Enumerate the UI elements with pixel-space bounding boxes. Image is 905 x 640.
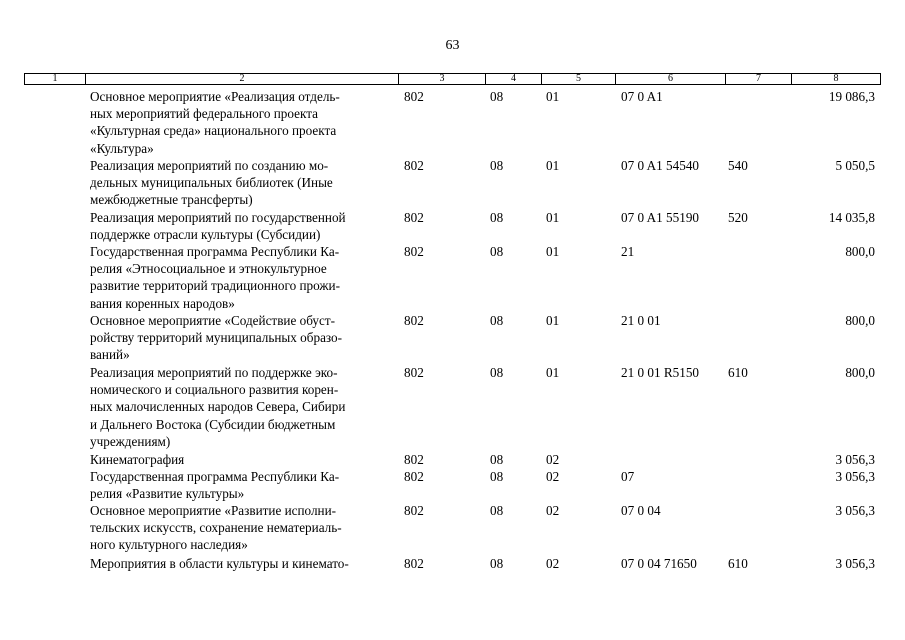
row-name-line: Основное мероприятие «Развитие исполни- xyxy=(90,503,337,518)
amount: 3 056,3 xyxy=(835,503,875,518)
section-code: 08 xyxy=(490,89,504,104)
target-article-code: 07 0 A1 xyxy=(621,89,663,104)
administrator-code: 802 xyxy=(404,158,424,173)
administrator-code: 802 xyxy=(404,469,424,484)
administrator-code: 802 xyxy=(404,452,424,467)
administrator-code: 802 xyxy=(404,556,424,571)
subsection-code: 02 xyxy=(546,556,560,571)
row-name xyxy=(90,209,390,243)
row-name-line: Реализация мероприятий по государственной xyxy=(90,210,346,225)
row-name xyxy=(90,451,390,468)
administrator-code: 802 xyxy=(404,210,424,225)
subsection-code: 01 xyxy=(546,158,560,173)
header-cell-2: 2 xyxy=(86,74,399,84)
expense-type-code: 540 xyxy=(728,158,748,173)
row-name-line: учреждениям) xyxy=(90,433,171,449)
row-name-line: номического и социального развития корен- xyxy=(90,382,339,398)
amount: 800,0 xyxy=(845,313,875,328)
amount: 5 050,5 xyxy=(835,158,875,173)
row-name-line: Реализация мероприятий по поддержке эко- xyxy=(90,365,338,380)
row-name-line: Основное мероприятие «Реализация отдель- xyxy=(90,89,340,104)
row-name-line: дельных муниципальных библиотек (Иные xyxy=(90,175,333,191)
row-name-line: Реализация мероприятий по созданию мо- xyxy=(90,158,329,173)
subsection-code: 02 xyxy=(546,469,560,484)
row-name-line: релия «Этносоциальное и этнокультурное xyxy=(90,261,327,277)
row-name-line: Государственная программа Республики Ка- xyxy=(90,469,340,484)
row-name xyxy=(90,157,390,209)
section-code: 08 xyxy=(490,556,504,571)
row-name-line: Кинематография xyxy=(90,452,185,467)
row-name-line: ных мероприятий федерального проекта xyxy=(90,106,318,122)
subsection-code: 01 xyxy=(546,210,560,225)
subsection-code: 01 xyxy=(546,313,560,328)
subsection-code: 01 xyxy=(546,89,560,104)
target-article-code: 21 0 01 xyxy=(621,313,661,328)
administrator-code: 802 xyxy=(404,365,424,380)
row-name-line: «Культура» xyxy=(90,140,154,156)
expense-type-code: 610 xyxy=(728,365,748,380)
target-article-code: 07 0 A1 54540 xyxy=(621,158,700,173)
column-number-header xyxy=(24,73,881,85)
row-name-line: Государственная программа Республики Ка- xyxy=(90,244,340,259)
row-name xyxy=(90,364,390,450)
row-name-line: тельских искусств, сохранение нематериаль- xyxy=(90,520,342,536)
row-name-line: «Культурная среда» национального проекта xyxy=(90,123,337,139)
row-name-line: Основное мероприятие «Содействие обуст- xyxy=(90,313,336,328)
row-name-line: ных малочисленных народов Севера, Сибири xyxy=(90,399,346,415)
section-code: 08 xyxy=(490,469,504,484)
section-code: 08 xyxy=(490,158,504,173)
header-cell-6: 6 xyxy=(616,74,726,84)
section-code: 08 xyxy=(490,452,504,467)
administrator-code: 802 xyxy=(404,503,424,518)
row-name xyxy=(90,468,390,502)
row-name xyxy=(90,88,390,157)
target-article-code: 07 0 04 71650 xyxy=(621,556,697,571)
row-name xyxy=(90,555,390,572)
amount: 3 056,3 xyxy=(835,452,875,467)
target-article-code: 07 0 A1 55190 xyxy=(621,210,700,225)
section-code: 08 xyxy=(490,503,504,518)
header-cell-1: 1 xyxy=(25,74,86,84)
subsection-code: 02 xyxy=(546,452,560,467)
row-name-line: вания коренных народов» xyxy=(90,295,235,311)
administrator-code: 802 xyxy=(404,313,424,328)
target-article-code: 07 xyxy=(621,469,635,484)
administrator-code: 802 xyxy=(404,244,424,259)
target-article-code: 21 xyxy=(621,244,635,259)
row-name-line: ного культурного наследия» xyxy=(90,537,248,553)
header-cell-5: 5 xyxy=(542,74,616,84)
amount: 3 056,3 xyxy=(835,556,875,571)
target-article-code: 07 0 04 xyxy=(621,503,661,518)
row-name xyxy=(90,502,390,554)
target-article-code: 21 0 01 R5150 xyxy=(621,365,700,380)
row-name xyxy=(90,312,390,364)
header-cell-3: 3 xyxy=(399,74,486,84)
amount: 800,0 xyxy=(845,365,875,380)
row-name-line: релия «Развитие культуры» xyxy=(90,486,245,502)
section-code: 08 xyxy=(490,210,504,225)
row-name-line: межбюджетные трансферты) xyxy=(90,192,253,208)
row-name xyxy=(90,243,390,312)
amount: 14 035,8 xyxy=(828,210,875,225)
page-number: 63 xyxy=(445,38,460,53)
section-code: 08 xyxy=(490,365,504,380)
expense-type-code: 610 xyxy=(728,556,748,571)
row-name-line: ваний» xyxy=(90,347,130,363)
row-name-line: и Дальнего Востока (Субсидии бюджетным xyxy=(90,416,336,432)
header-cell-8: 8 xyxy=(833,73,839,84)
amount: 3 056,3 xyxy=(835,469,875,484)
row-name-line: развитие территорий традиционного прожи- xyxy=(90,278,340,294)
header-cell-7: 7 xyxy=(726,74,792,84)
section-code: 08 xyxy=(490,244,504,259)
amount: 19 086,3 xyxy=(828,89,875,104)
section-code: 08 xyxy=(490,313,504,328)
subsection-code: 02 xyxy=(546,503,560,518)
administrator-code: 802 xyxy=(404,89,424,104)
header-cell-4: 4 xyxy=(486,74,542,84)
expense-type-code: 520 xyxy=(728,210,748,225)
subsection-code: 01 xyxy=(546,365,560,380)
row-name-line: поддержке отрасли культуры (Субсидии) xyxy=(90,227,321,243)
row-name-line: Мероприятия в области культуры и кинемато- xyxy=(90,556,349,571)
subsection-code: 01 xyxy=(546,244,560,259)
row-name-line: ройству территорий муниципальных образо- xyxy=(90,330,343,346)
amount: 800,0 xyxy=(845,244,875,259)
